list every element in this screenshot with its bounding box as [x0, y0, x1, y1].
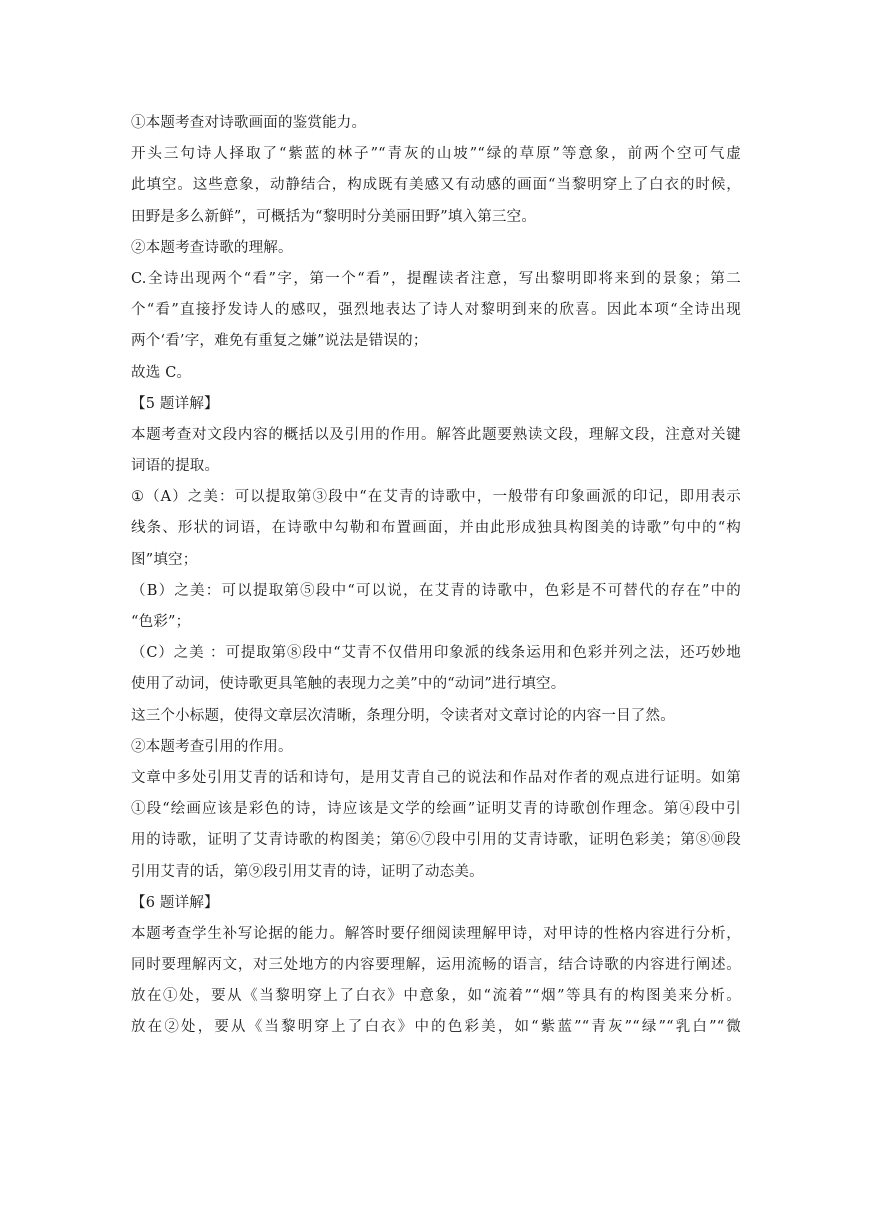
text-line: （B）之美：可以提取第⑤段中“可以说，在艾青的诗歌中，色彩是不可替代的存在”中的 — [131, 582, 741, 599]
text-line: 【6 题详解】 — [131, 894, 219, 911]
text-line: “色彩”； — [131, 614, 191, 630]
text-line: （C）之美 ：可提取第⑧段中“艾青不仅借用印象派的线条运用和色彩并列之法，还巧妙地 — [131, 645, 741, 662]
text-line: 词语的提取。 — [131, 458, 220, 475]
text-line: 引用艾青的话，第⑨段引用艾青的诗，证明了动态美。 — [131, 863, 484, 880]
text-line: 图”填空； — [131, 551, 198, 568]
text-line: ①段“绘画应该是彩色的诗，诗应该是文学的绘画”证明艾青的诗歌创作理念。第④段中引 — [131, 801, 741, 818]
text-line: 文章中多处引用艾青的话和诗句，是用艾青自己的说法和作品对作者的观点进行证明。如第 — [131, 769, 741, 786]
text-line: ①本题考查对诗歌画面的鉴赏能力。 — [131, 115, 367, 131]
text-line: ①（A）之美：可以提取第③段中“在艾青的诗歌中，一般带有印象画派的印记，即用表示 — [131, 489, 741, 506]
text-line: 本题考查对文段内容的概括以及引用的作用。解答此题要熟读文段，理解文段，注意对关键 — [131, 426, 741, 443]
text-line: 故选 C。 — [131, 364, 192, 381]
text-line: 个“看”直接抒发诗人的感叹，强烈地表达了诗人对黎明到来的欣喜。因此本项“全诗出现 — [131, 302, 741, 319]
text-line: 放在②处，要从《当黎明穿上了白衣》中的色彩美，如“紫蓝”“青灰”“绿”“乳白”“微 — [131, 1019, 741, 1036]
text-line: 放在①处，要从《当黎明穿上了白衣》中意象，如“流着”“烟”等具有的构图美来分析。 — [131, 988, 741, 1005]
text-line: 此填空。这些意象，动静结合，构成既有美感又有动感的画面“当黎明穿上了白衣的时候， — [131, 177, 741, 194]
text-line: 线条、形状的词语，在诗歌中勾勒和布置画面，并由此形成独具构图美的诗歌”句中的“构 — [131, 520, 741, 537]
text-line: 同时要理解丙文，对三处地方的内容要理解，运用流畅的语言，结合诗歌的内容进行阐述。 — [131, 957, 741, 974]
text-line: 本题考查学生补写论据的能力。解答时要仔细阅读理解甲诗，对甲诗的性格内容进行分析， — [131, 925, 741, 942]
text-line: 开头三句诗人择取了“紫蓝的林子”“青灰的山坡”“绿的草原”等意象，前两个空可气虚 — [131, 146, 741, 163]
text-line: C.全诗出现两个“看”字，第一个“看”，提醒读者注意，写出黎明即将来到的景象；第二 — [131, 270, 741, 287]
text-line: 两个‘看’字，难免有重复之嫌”说法是错误的； — [131, 333, 428, 350]
text-line: 这三个小标题，使得文章层次清晰，条理分明，令读者对文章讨论的内容一目了然。 — [131, 707, 675, 724]
text-line: 用的诗歌，证明了艾青诗歌的构图美；第⑥⑦段中引用的艾青诗歌，证明色彩美；第⑧⑩段 — [131, 832, 741, 849]
text-line: 【5 题详解】 — [131, 395, 219, 412]
text-line: 使用了动词，使诗歌更具笔触的表现力之美”中的“动词”进行填空。 — [131, 676, 566, 693]
document-body — [131, 108, 741, 1044]
text-line: ②本题考查诗歌的理解。 — [131, 239, 293, 256]
text-line: ②本题考查引用的作用。 — [131, 738, 293, 755]
text-line: 田野是多么新鲜”，可概括为“黎明时分美丽田野”填入第三空。 — [131, 208, 537, 225]
